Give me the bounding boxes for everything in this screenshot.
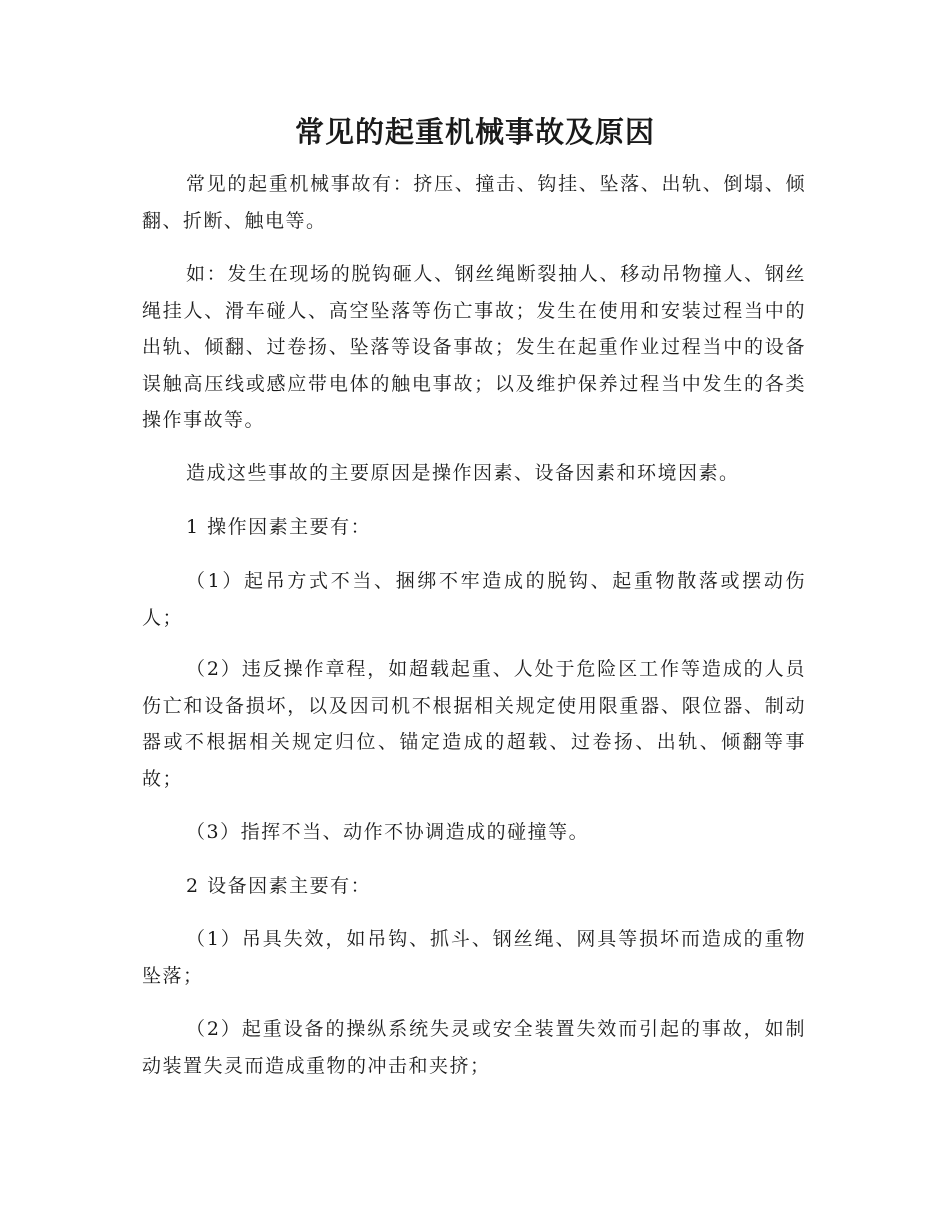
paragraph-main-causes: 造成这些事故的主要原因是操作因素、设备因素和环境因素。 [186,462,740,484]
paragraph-intro: 常见的起重机械事故有：挤压、撞击、钩挂、坠落、出轨、倒塌、倾翻、折断、触电等。 [142,173,806,232]
list-item-equipment-1: （1）吊具失效，如吊钩、抓斗、钢丝绳、网具等损坏而造成的重物坠落； [142,928,806,987]
list-item-equipment-2: （2）起重设备的操纵系统失灵或安全装置失效而引起的事故，如制动装置失灵而造成重物的冲击和夹挤； [142,1018,806,1077]
list-item-operation-3: （3）指挥不当、动作不协调造成的碰撞等。 [186,821,590,843]
list-item-operation-2: （2）违反操作章程，如超载起重、人处于危险区工作等造成的人员伤亡和设备损坏，以及因司机不根据相关规定使用限重器、限位器、制动器或不根据相关规定归位、锚定造成的超载、过卷扬、出轨、倾翻等事故； [142,658,806,790]
paragraph-examples: 如：发生在现场的脱钩砸人、钢丝绳断裂抽人、移动吊物撞人、钢丝绳挂人、滑车碰人、高空坠落等伤亡事故；发生在使用和安装过程当中的出轨、倾翻、过卷扬、坠落等设备事故；发生在起重作业过程当中的设备误触高压线或感应带电体的触电事故；以及维护保养过程当中发生的各类操作事故等。 [142,263,806,431]
list-item-operation-1: （1）起吊方式不当、捆绑不牢造成的脱钩、起重物散落或摆动伤人； [142,570,806,629]
section-heading-operation: 1 操作因素主要有： [186,516,372,538]
document-title: 常见的起重机械事故及原因 [294,115,655,149]
section-heading-equipment: 2 设备因素主要有： [186,875,372,897]
